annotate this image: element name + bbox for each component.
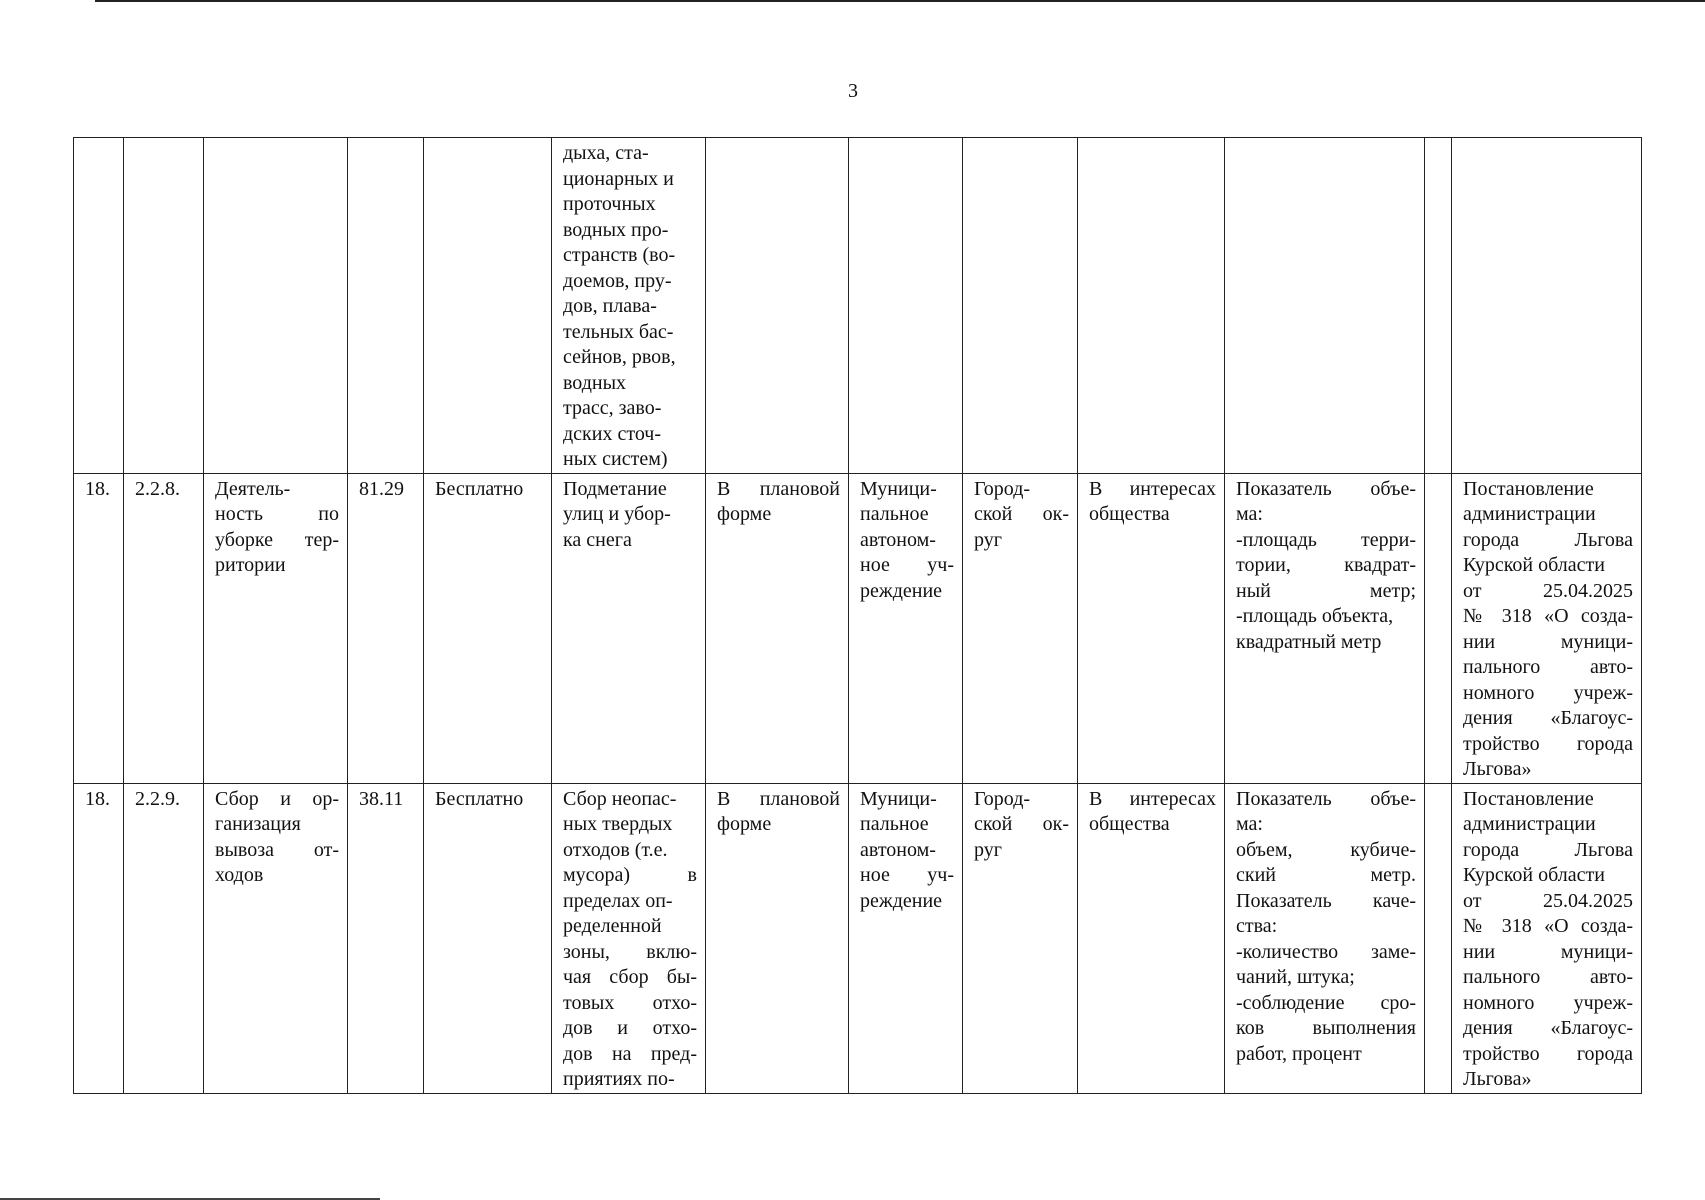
cell-interest: [1078, 138, 1225, 474]
cell-line: реждение: [860, 889, 943, 912]
cell-line: форме: [717, 503, 772, 525]
cell-line: водных: [563, 371, 627, 394]
cell-number: [74, 138, 124, 474]
cell-line: Льгова»: [1463, 1068, 1532, 1090]
table-row: [74, 783, 1642, 1093]
cell-okved: 81.29: [348, 473, 424, 783]
cell-line: Сбор и ор-: [215, 787, 339, 810]
cell-line: ства:: [1236, 915, 1278, 937]
cell-line: ма:: [1236, 813, 1263, 835]
cell-line: автоном-: [860, 838, 936, 861]
cell-content: [552, 138, 706, 474]
cell-line: зоны, вклю-: [563, 940, 697, 963]
top-rule: [95, 0, 1705, 2]
cell-line: уборке тер-: [215, 528, 339, 551]
cell-line: автоном-: [860, 528, 936, 551]
cell-line: чаний, штука;: [1236, 966, 1355, 988]
cell-line: Муници-: [860, 477, 937, 500]
cell-line: Показатель объе-: [1236, 787, 1416, 810]
cell-territory: [963, 473, 1078, 783]
cell-line: ка снега: [563, 528, 632, 551]
cell-indicator: [1225, 473, 1425, 783]
cell-line: ределенной: [563, 915, 662, 937]
cell-line: дов, плава-: [563, 295, 657, 317]
cell-line: вывоза от-: [215, 838, 339, 861]
cell-line: В плановой: [717, 787, 840, 810]
page-number: 3: [848, 80, 858, 102]
cell-okved: 38.11: [348, 783, 424, 1093]
cell-form: [706, 473, 849, 783]
cell-service-name: [204, 783, 348, 1093]
cell-line: администрации: [1463, 813, 1596, 835]
cell-indicator: [1225, 138, 1425, 474]
cell-line: руг: [974, 528, 1002, 551]
cell-basis: [1452, 473, 1642, 783]
cell-line: ской ок-: [974, 813, 1069, 835]
cell-line: общества: [1089, 503, 1170, 525]
cell-line: ционарных и: [563, 167, 674, 190]
cell-line: В интересах: [1089, 477, 1216, 500]
cell-line: объем, кубиче-: [1236, 838, 1416, 861]
cell-number: 18.: [74, 473, 124, 783]
cell-line: -площадь объекта,: [1236, 605, 1394, 627]
cell-line: пальное: [860, 813, 929, 835]
cell-blank: [1425, 138, 1452, 474]
cell-line: ных систем): [563, 448, 668, 470]
cell-okved: [348, 138, 424, 474]
cell-line: ритории: [215, 554, 286, 576]
cell-line: пального авто-: [1463, 656, 1633, 678]
cell-basis: [1452, 138, 1642, 474]
cell-service-name: [204, 473, 348, 783]
cell-blank: [1425, 783, 1452, 1093]
cell-line: -количество заме-: [1236, 940, 1416, 963]
cell-line: № 318 «О созда-: [1463, 915, 1633, 937]
cell-line: ное уч-: [860, 554, 954, 576]
cell-line: руг: [974, 838, 1002, 861]
cell-line: тройство города: [1463, 1042, 1633, 1065]
cell-line: работ, процент: [1236, 1042, 1362, 1065]
cell-line: чая сбор бы-: [563, 966, 697, 988]
cell-payment: Бесплатно: [424, 783, 552, 1093]
cell-code: 2.2.8.: [124, 473, 204, 783]
cell-line: мусора) в: [563, 864, 697, 886]
cell-line: тельных бас-: [563, 320, 674, 343]
cell-line: Постановление: [1463, 477, 1594, 500]
cell-line: номного учреж-: [1463, 681, 1633, 704]
cell-line: нии муници-: [1463, 630, 1633, 653]
cell-line: города Льгова: [1463, 838, 1633, 861]
cell-line: Деятель-: [215, 477, 291, 500]
cell-line: Льгова»: [1463, 758, 1532, 780]
cell-number: 18.: [74, 783, 124, 1093]
cell-interest: [1078, 473, 1225, 783]
cell-institution: [849, 138, 963, 474]
cell-line: Подметание: [563, 477, 667, 500]
cell-territory: [963, 138, 1078, 474]
cell-line: дов и отхо-: [563, 1017, 697, 1039]
cell-code: 2.2.9.: [124, 783, 204, 1093]
cell-line: реждение: [860, 579, 943, 602]
cell-line: Муници-: [860, 787, 937, 810]
cell-line: ное уч-: [860, 864, 954, 886]
cell-line: номного учреж-: [1463, 991, 1633, 1014]
cell-line: тории, квадрат-: [1236, 554, 1416, 576]
cell-line: ганизация: [215, 813, 301, 835]
cell-line: от 25.04.2025: [1463, 889, 1633, 912]
cell-line: пределах оп-: [563, 889, 673, 912]
cell-line: тройство города: [1463, 732, 1633, 755]
cell-line: ской ок-: [974, 503, 1069, 525]
cell-payment: Бесплатно: [424, 473, 552, 783]
cell-line: трасс, заво-: [563, 397, 662, 419]
cell-line: общества: [1089, 813, 1170, 835]
cell-line: Показатель каче-: [1236, 889, 1416, 912]
cell-content: [552, 783, 706, 1093]
cell-institution: [849, 473, 963, 783]
cell-territory: [963, 783, 1078, 1093]
cell-content: [552, 473, 706, 783]
cell-interest: [1078, 783, 1225, 1093]
services-table: [73, 137, 1642, 1094]
cell-line: квадратный метр: [1236, 630, 1382, 653]
cell-line: Город-: [974, 787, 1031, 810]
table-row: [74, 473, 1642, 783]
cell-line: ходов: [215, 864, 264, 886]
cell-basis: [1452, 783, 1642, 1093]
cell-line: Показатель объе-: [1236, 477, 1416, 500]
cell-line: ский метр.: [1236, 864, 1416, 886]
cell-line: проточных: [563, 193, 656, 215]
cell-line: В интересах: [1089, 787, 1216, 810]
table-row: [74, 138, 1642, 474]
cell-line: ный метр;: [1236, 579, 1416, 602]
cell-line: Курской области: [1463, 864, 1605, 886]
cell-line: улиц и убор-: [563, 503, 671, 525]
cell-line: пального авто-: [1463, 966, 1633, 988]
cell-line: Курской области: [1463, 554, 1605, 576]
cell-service-name: [204, 138, 348, 474]
cell-line: водных про-: [563, 218, 669, 241]
cell-line: дских сточ-: [563, 422, 662, 445]
cell-line: ных твердых: [563, 813, 673, 835]
cell-line: Город-: [974, 477, 1031, 500]
cell-line: нии муници-: [1463, 940, 1633, 963]
cell-line: города Льгова: [1463, 528, 1633, 551]
cell-code: [124, 138, 204, 474]
cell-indicator: [1225, 783, 1425, 1093]
cell-line: приятиях по-: [563, 1068, 675, 1090]
cell-line: дов на пред-: [563, 1042, 697, 1065]
cell-form: [706, 783, 849, 1093]
cell-line: -соблюдение сро-: [1236, 991, 1416, 1014]
cell-line: -площадь терри-: [1236, 528, 1416, 551]
cell-payment: [424, 138, 552, 474]
cell-line: ков выполнения: [1236, 1017, 1416, 1039]
cell-line: от 25.04.2025: [1463, 579, 1633, 602]
cell-institution: [849, 783, 963, 1093]
cell-line: Постановление: [1463, 787, 1594, 810]
cell-line: администрации: [1463, 503, 1596, 525]
cell-line: ность по: [215, 503, 339, 525]
cell-form: [706, 138, 849, 474]
cell-line: дения «Благоус-: [1463, 707, 1633, 729]
cell-line: сейнов, рвов,: [563, 346, 676, 368]
cell-line: форме: [717, 813, 772, 835]
cell-line: дения «Благоус-: [1463, 1017, 1633, 1039]
cell-line: № 318 «О созда-: [1463, 605, 1633, 627]
cell-line: пальное: [860, 503, 929, 525]
cell-line: отходов (т.е.: [563, 838, 668, 861]
cell-line: доемов, пру-: [563, 269, 672, 292]
cell-line: ма:: [1236, 503, 1263, 525]
cell-line: товых отхо-: [563, 991, 697, 1014]
cell-line: странств (во-: [563, 244, 676, 266]
cell-line: Сбор неопас-: [563, 787, 677, 810]
cell-blank: [1425, 473, 1452, 783]
cell-line: дыха, ста-: [563, 142, 649, 164]
cell-line: В плановой: [717, 477, 840, 500]
